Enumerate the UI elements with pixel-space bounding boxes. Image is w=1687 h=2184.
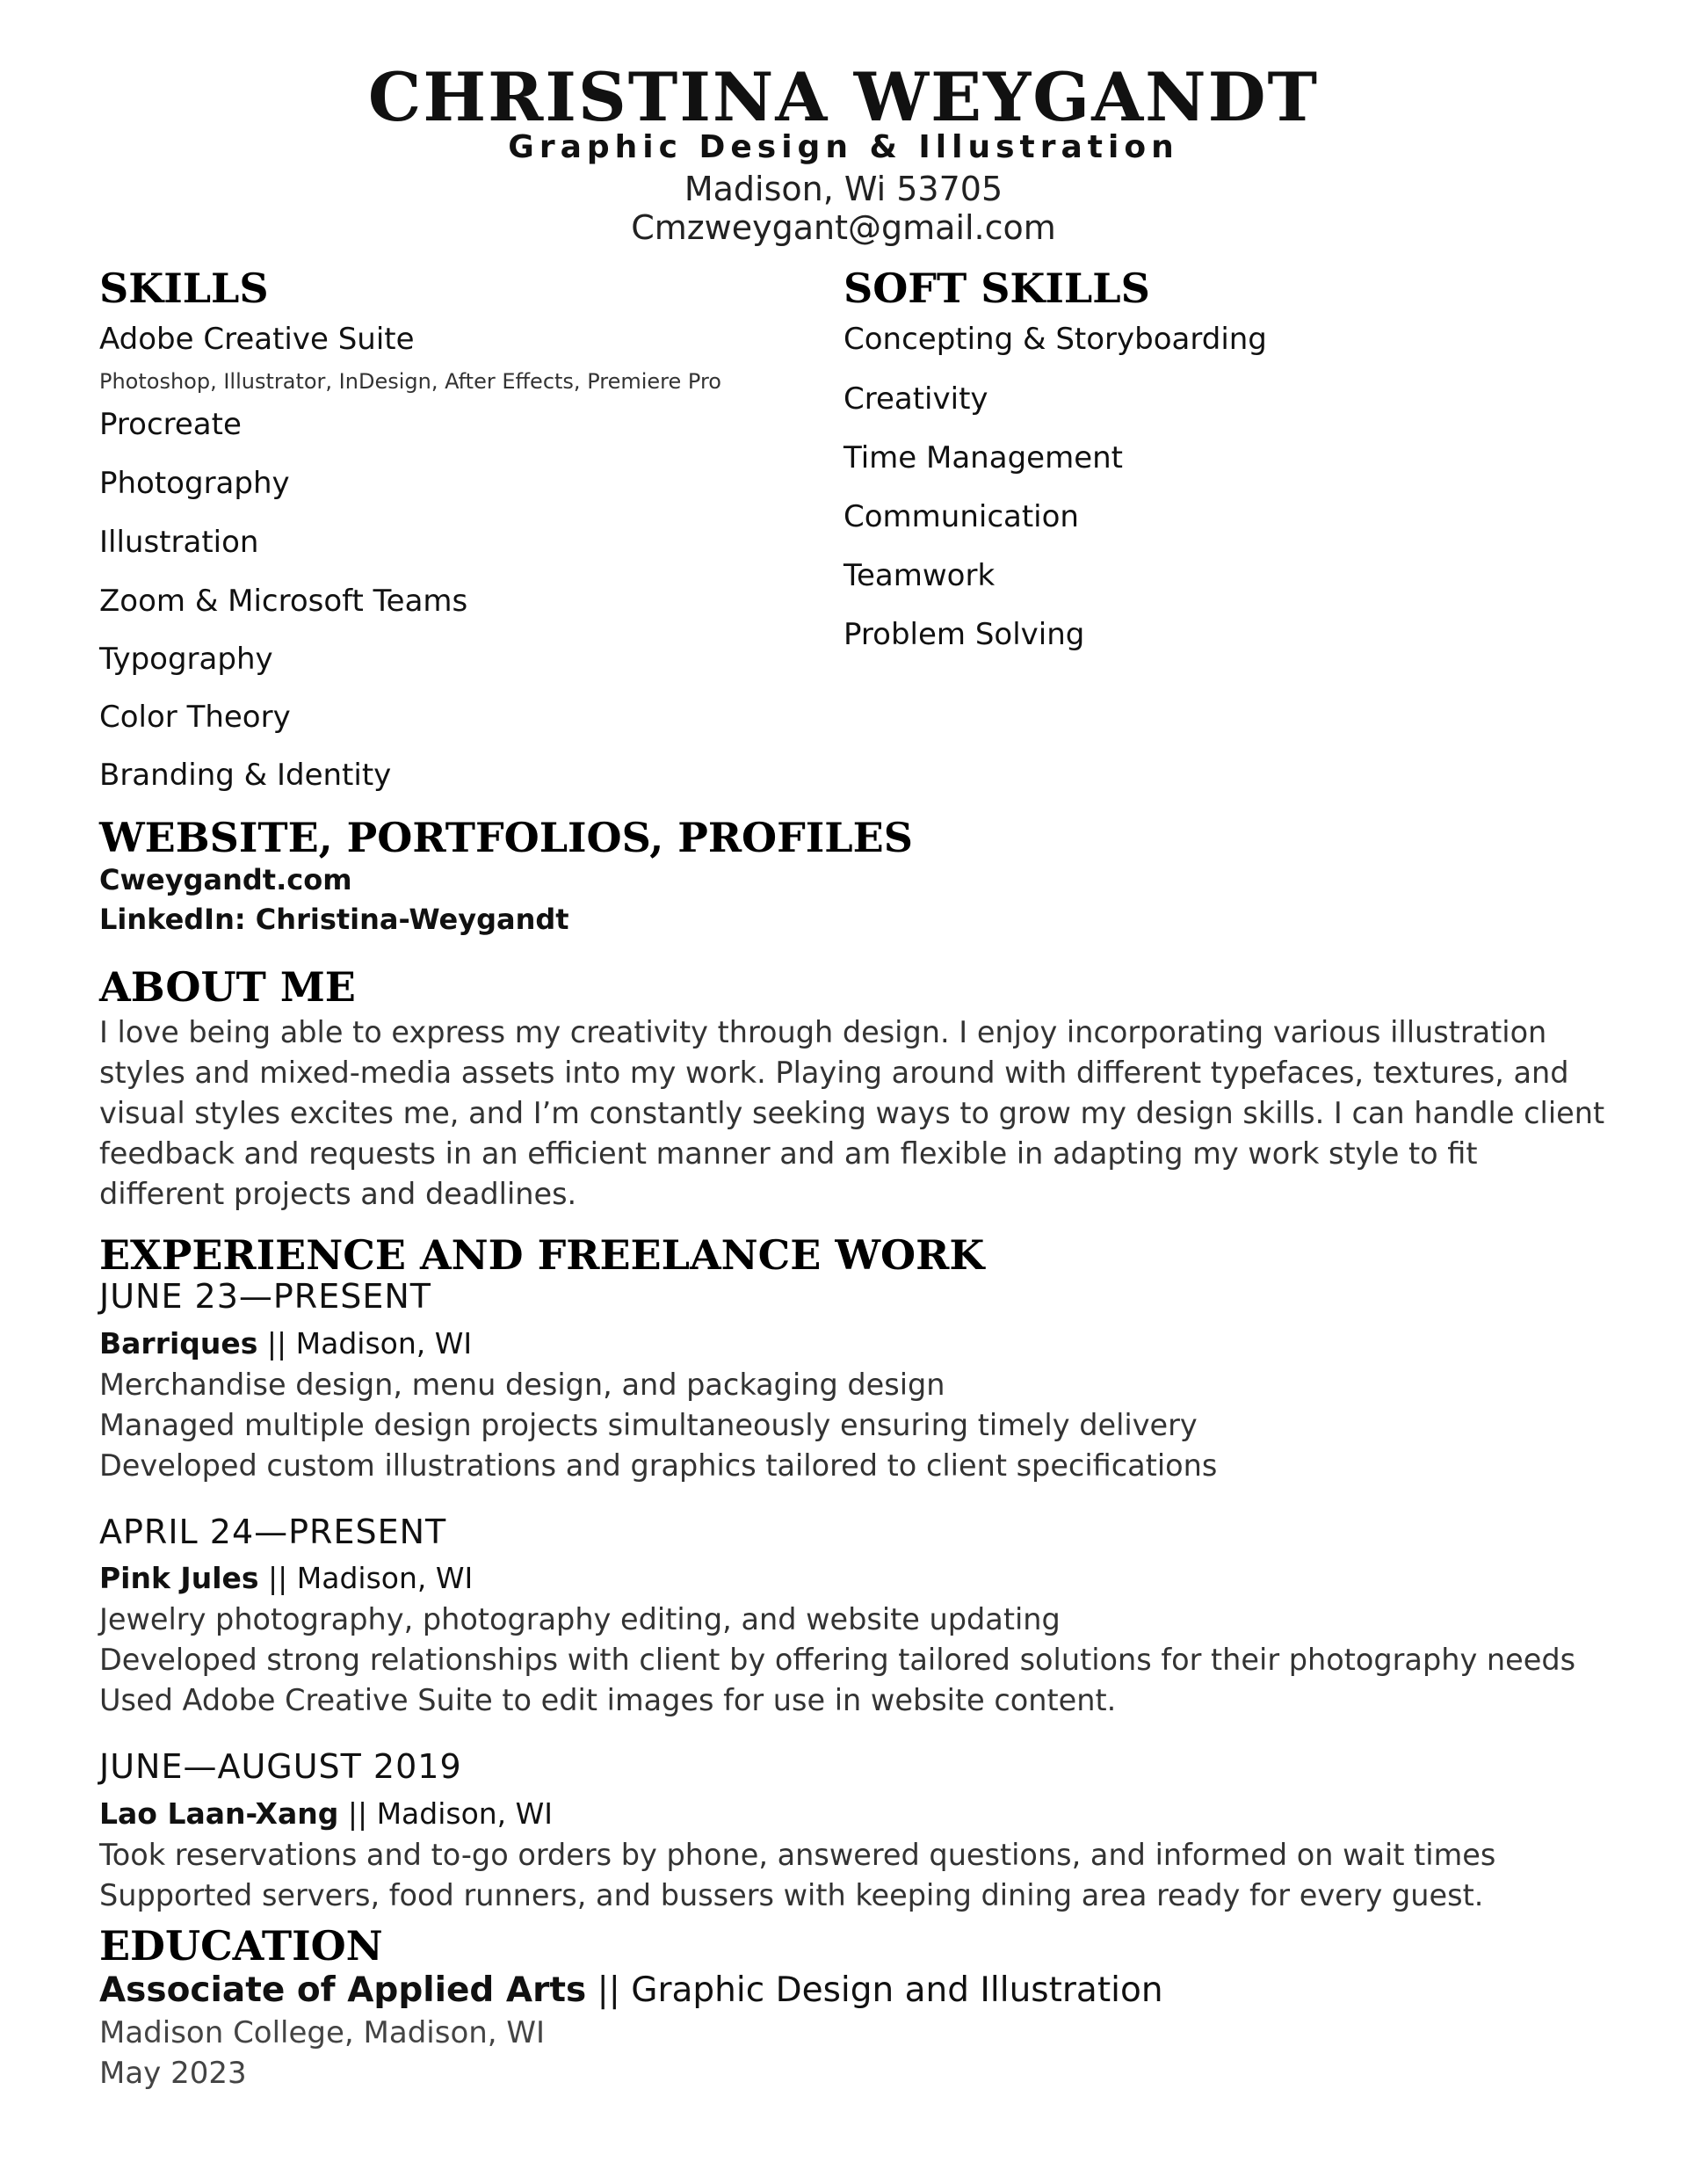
job-description-line: Merchandise design, menu design, and packaging design <box>99 1368 945 1402</box>
skill-item: Typography <box>99 642 273 677</box>
job-description-line: Supported servers, food runners, and bussers with keeping dining area ready for every guest. <box>99 1878 1484 1912</box>
employer-location: || Madison, WI <box>258 1561 474 1595</box>
resume-name: CHRISTINA WEYGANDT <box>367 58 1320 136</box>
job-employer <box>99 1559 473 1598</box>
soft-skill-item: Teamwork <box>844 558 996 593</box>
skill-item: Illustration <box>99 525 259 560</box>
about-heading: ABOUT ME <box>99 963 356 1011</box>
links-heading: WEBSITE, PORTFOLIOS, PROFILES <box>99 814 913 861</box>
job-dates: APRIL 24—PRESENT <box>99 1513 447 1551</box>
job-dates: JUNE 23—PRESENT <box>99 1277 431 1316</box>
soft-skill-item: Communication <box>844 499 1079 534</box>
about-text: I love being able to express my creativity through design. I enjoy incorporating various illustration styles and mixed-media assets into my work. Playing around with different typefaces, textures, and visual styles excites me, and I’m constantly seeking ways to grow my design skills. I can handle client feedback and requests in an efficient manner and am flexible in adapting my work style to fit different projects and deadlines. <box>99 1015 1605 1211</box>
experience-heading: EXPERIENCE AND FREELANCE WORK <box>99 1231 985 1279</box>
job-employer <box>99 1324 472 1363</box>
soft-skills-heading: SOFT SKILLS <box>844 265 1150 312</box>
skill-item: Zoom & Microsoft Teams <box>99 584 468 619</box>
job-description-line: Used Adobe Creative Suite to edit images for use in website content. <box>99 1683 1117 1717</box>
degree-name: Associate of Applied Arts <box>99 1970 587 2010</box>
resume-subtitle: Graphic Design & Illustration <box>508 129 1179 165</box>
soft-skill-item: Problem Solving <box>844 617 1085 652</box>
skills-heading: SKILLS <box>99 265 269 312</box>
job-description-line: Took reservations and to-go orders by phone, answered questions, and informed on wait times <box>99 1838 1496 1872</box>
employer-location: || Madison, WI <box>257 1326 473 1360</box>
soft-skill-item: Concepting & Storyboarding <box>844 322 1267 357</box>
employer-location: || Madison, WI <box>338 1796 554 1831</box>
job-description-line: Jewelry photography, photography editing, and website updating <box>99 1602 1061 1636</box>
skill-detail-adobe: Photoshop, Illustrator, InDesign, After Effects, Premiere Pro <box>99 369 721 394</box>
website-link[interactable]: Cweygandt.com <box>99 863 352 896</box>
contact-location: Madison, Wi 53705 <box>684 170 1003 208</box>
job-dates: JUNE—AUGUST 2019 <box>99 1747 462 1786</box>
employer-name: Pink Jules <box>99 1561 259 1595</box>
education-date: May 2023 <box>99 2056 247 2091</box>
job-description-line: Developed strong relationships with client by offering tailored solutions for their photography needs <box>99 1643 1576 1677</box>
soft-skill-item: Time Management <box>844 440 1123 475</box>
job-description-line: Managed multiple design projects simultaneously ensuring timely delivery <box>99 1408 1198 1442</box>
employer-name: Lao Laan-Xang <box>99 1796 339 1831</box>
skill-item: Color Theory <box>99 700 291 735</box>
skill-item: Photography <box>99 466 290 501</box>
education-heading: EDUCATION <box>99 1922 383 1970</box>
education-degree <box>99 1970 1163 2012</box>
job-description-line: Developed custom illustrations and graphics tailored to client specifications <box>99 1448 1218 1483</box>
skill-item: Adobe Creative Suite <box>99 322 415 357</box>
job-employer <box>99 1795 553 1833</box>
degree-field: || Graphic Design and Illustration <box>586 1970 1163 2010</box>
contact-email[interactable]: Cmzweygant@gmail.com <box>631 208 1056 247</box>
skill-item: Branding & Identity <box>99 758 392 793</box>
employer-name: Barriques <box>99 1326 258 1360</box>
soft-skill-item: Creativity <box>844 381 988 417</box>
education-school: Madison College, Madison, WI <box>99 2015 546 2050</box>
linkedin-link[interactable]: LinkedIn: Christina-Weygandt <box>99 903 569 936</box>
skill-item: Procreate <box>99 407 242 442</box>
